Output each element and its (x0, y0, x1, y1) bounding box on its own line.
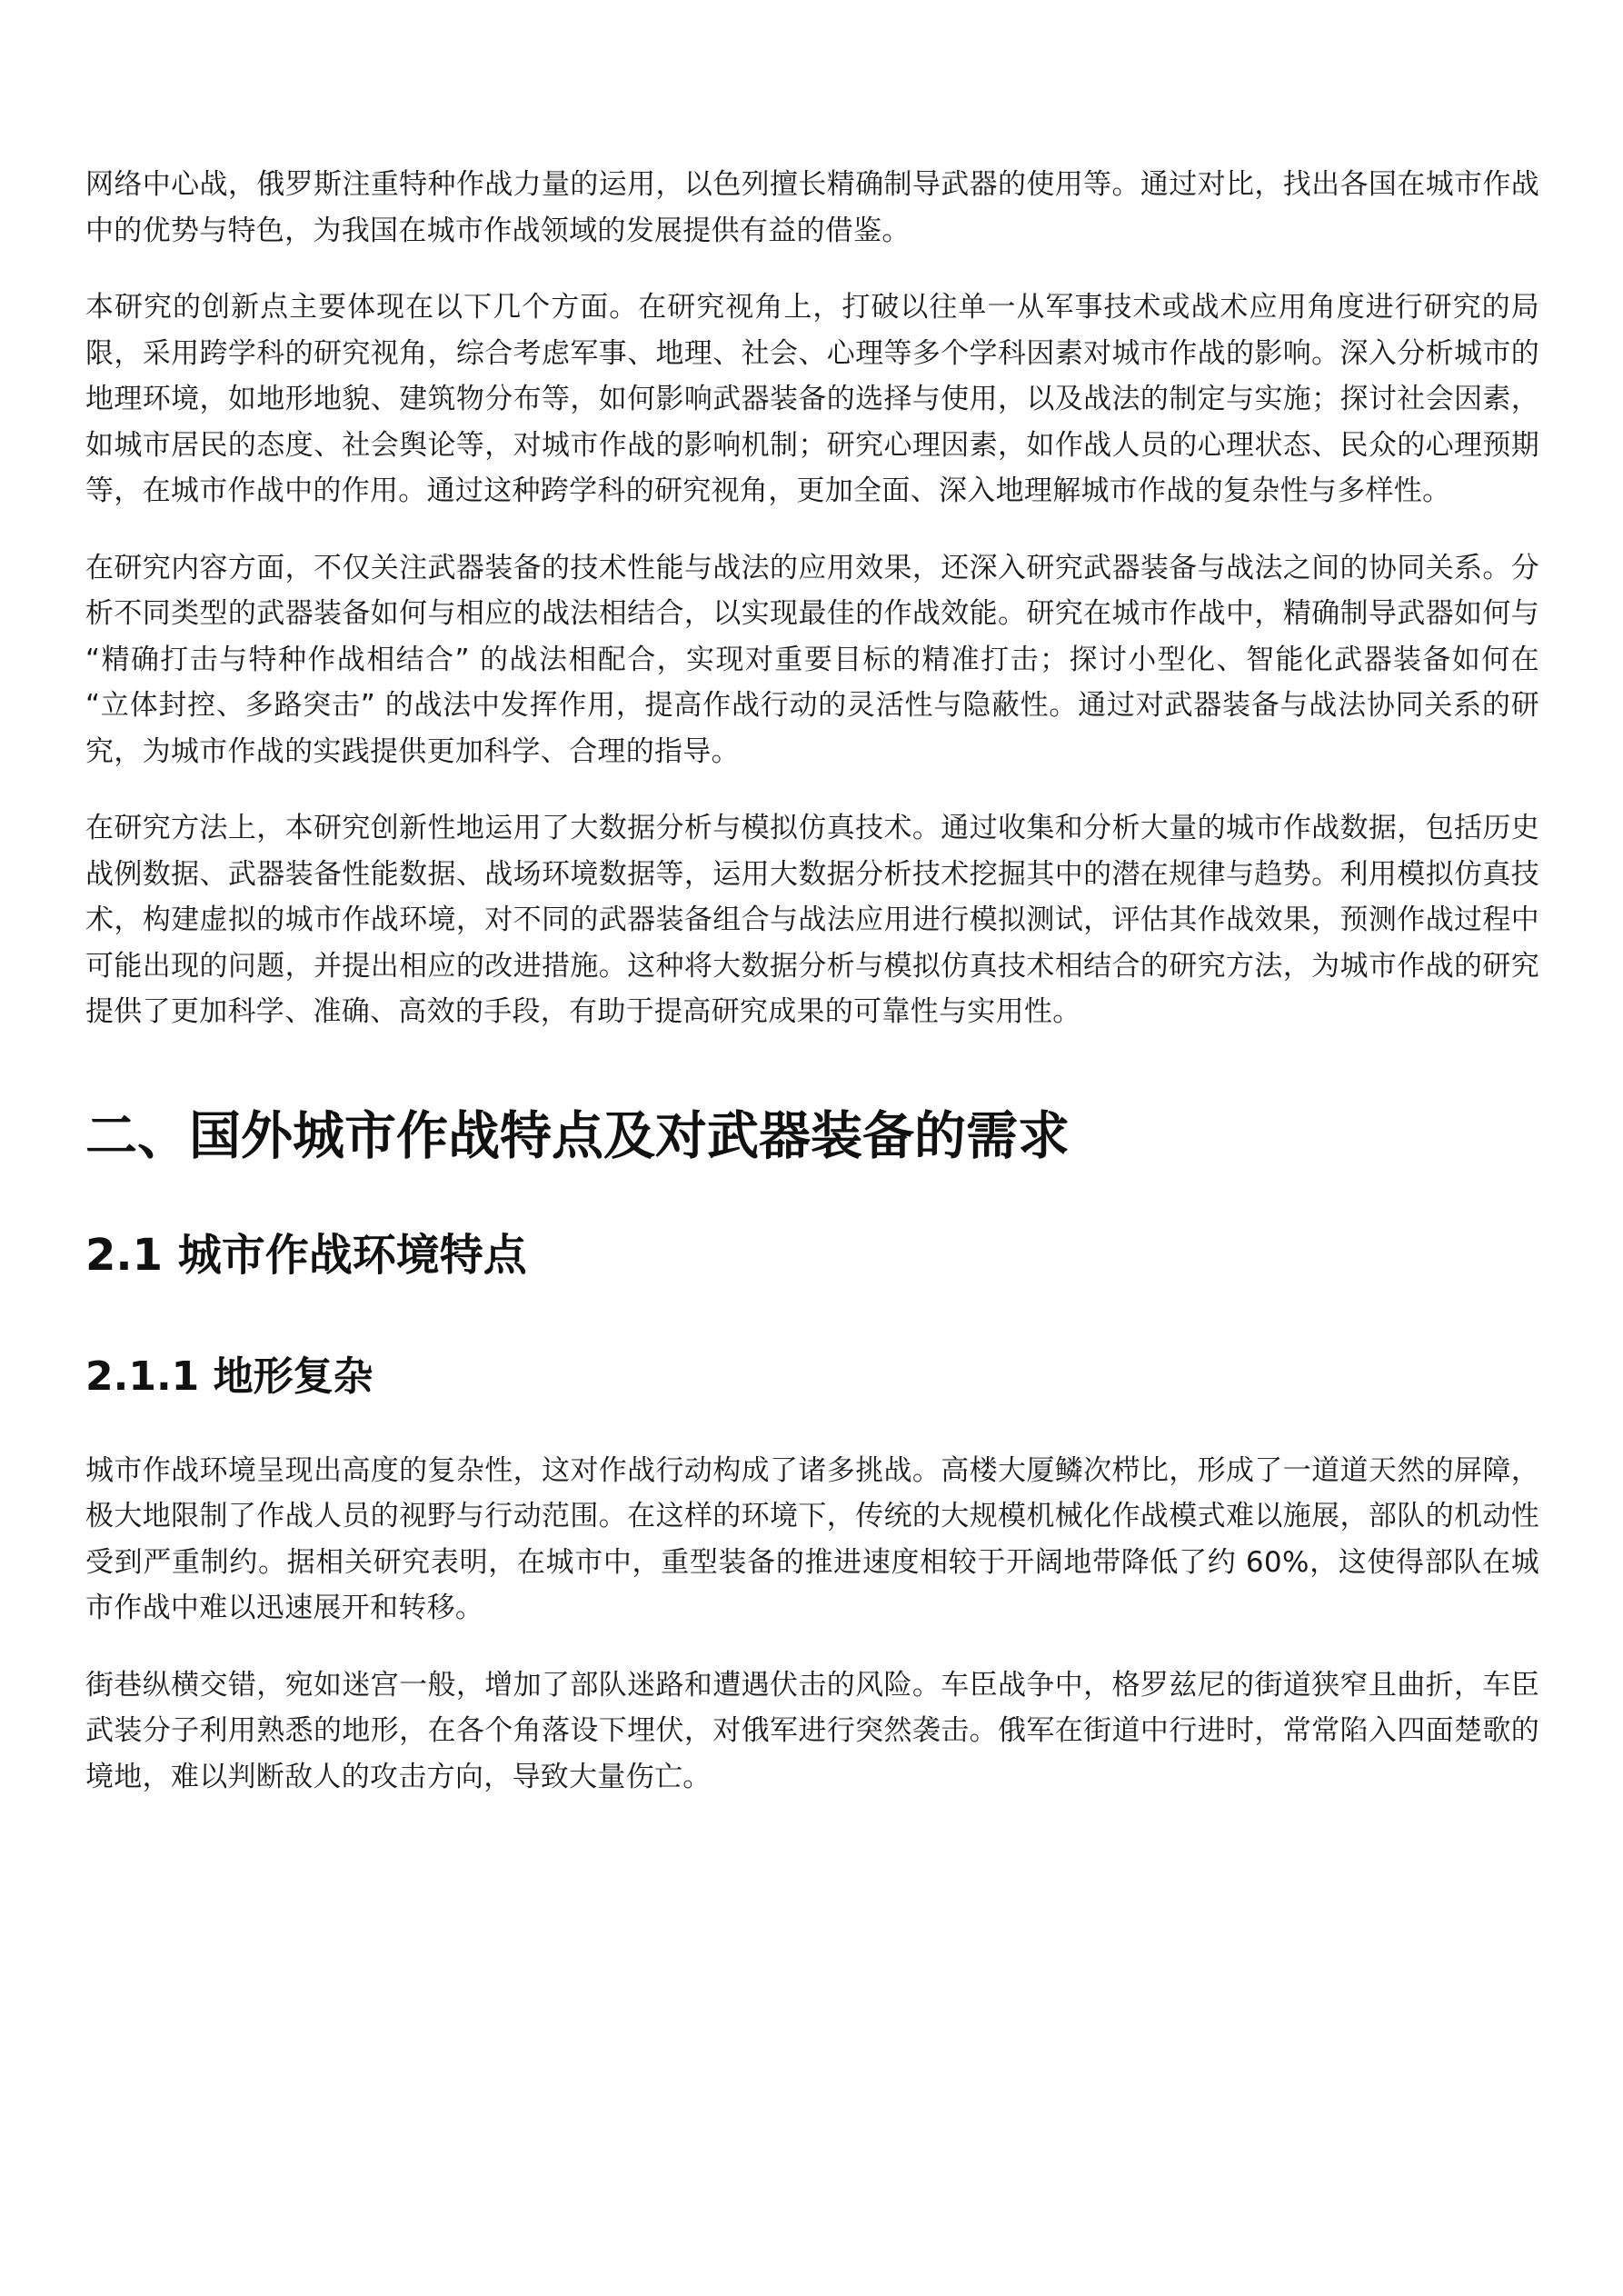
section-heading: 二、国外城市作战特点及对武器装备的需求 (85, 1105, 1070, 1166)
paragraph: 在研究方法上，本研究创新性地运用了大数据分析与模拟仿真技术。通过收集和分析大量的城市作战数据，包括历史战例数据、武器装备性能数据、战场环境数据等，运用大数据分析技术挖掘其中的潜在规律与趋势。利用模拟仿真技术，构建虚拟的城市作战环境，对不同的武器装备组合与战法应用进行模拟测试，评估其作战效果，预测作战过程中可能出现的问题，并提出相应的改进措施。这种将大数据分析与模拟仿真技术相结合的研究方法，为城市作战的研究提供了更加科学、准确、高效的手段，有助于提高研究成果的可靠性与实用性。 (85, 812, 1539, 1028)
paragraph: 本研究的创新点主要体现在以下几个方面。在研究视角上，打破以往单一从军事技术或战术应用角度进行研究的局限，采用跨学科的研究视角，综合考虑军事、地理、社会、心理等多个学科因素对城市作战的影响。深入分析城市的地理环境，如地形地貌、建筑物分布等，如何影响武器装备的选择与使用，以及战法的制定与实施；探讨社会因素，如城市居民的态度、社会舆论等，对城市作战的影响机制；研究心理因素，如作战人员的心理状态、民众的心理预期等，在城市作战中的作用。通过这种跨学科的研究视角，更加全面、深入地理解城市作战的复杂性与多样性。 (85, 291, 1539, 507)
paragraph: 城市作战环境呈现出高度的复杂性，这对作战行动构成了诸多挑战。高楼大厦鳞次栉比，形成了一道道天然的屏障，极大地限制了作战人员的视野与行动范围。在这样的环境下，传统的大规模机械化作战模式难以施展，部队的机动性受到严重制约。据相关研究表明，在城市中，重型装备的推进速度相较于开阔地带降低了约 60%，这使得部队在城市作战中难以迅速展开和转移。 (85, 1453, 1539, 1624)
paragraph: 街巷纵横交错，宛如迷宫一般，增加了部队迷路和遭遇伏击的风险。车臣战争中，格罗兹尼的街道狭窄且曲折，车臣武装分子利用熟悉的地形，在各个角落设下埋伏，对俄军进行突然袭击。俄军在街道中行进时，常常陷入四面楚歌的境地，难以判断敌人的攻击方向，导致大量伤亡。 (85, 1668, 1539, 1793)
subsection-heading: 2.1 城市作战环境特点 (85, 1229, 527, 1281)
paragraph: 网络中心战，俄罗斯注重特种作战力量的运用，以色列擅长精确制导武器的使用等。通过对比，找出各国在城市作战中的优势与特色，为我国在城市作战领域的发展提供有益的借鉴。 (85, 168, 1539, 247)
paragraph: 在研究内容方面，不仅关注武器装备的技术性能与战法的应用效果，还深入研究武器装备与战法之间的协同关系。分析不同类型的武器装备如何与相应的战法相结合，以实现最佳的作战效能。研究在城市作战中，精确制导武器如何与 “精确打击与特种作战相结合” 的战法相配合，实现对重要目标的精准打击；探讨小型化、智能化武器装备如何在 “立体封控、多路突击” 的战法中发挥作用，提高作战行动的灵活性与隐蔽性。通过对武器装备与战法协同关系的研究，为城市作战的实践提供更加科学、合理的指导。 (85, 551, 1539, 768)
document-page (85, 162, 1539, 1831)
subsubsection-heading: 2.1.1 地形复杂 (85, 1353, 373, 1400)
